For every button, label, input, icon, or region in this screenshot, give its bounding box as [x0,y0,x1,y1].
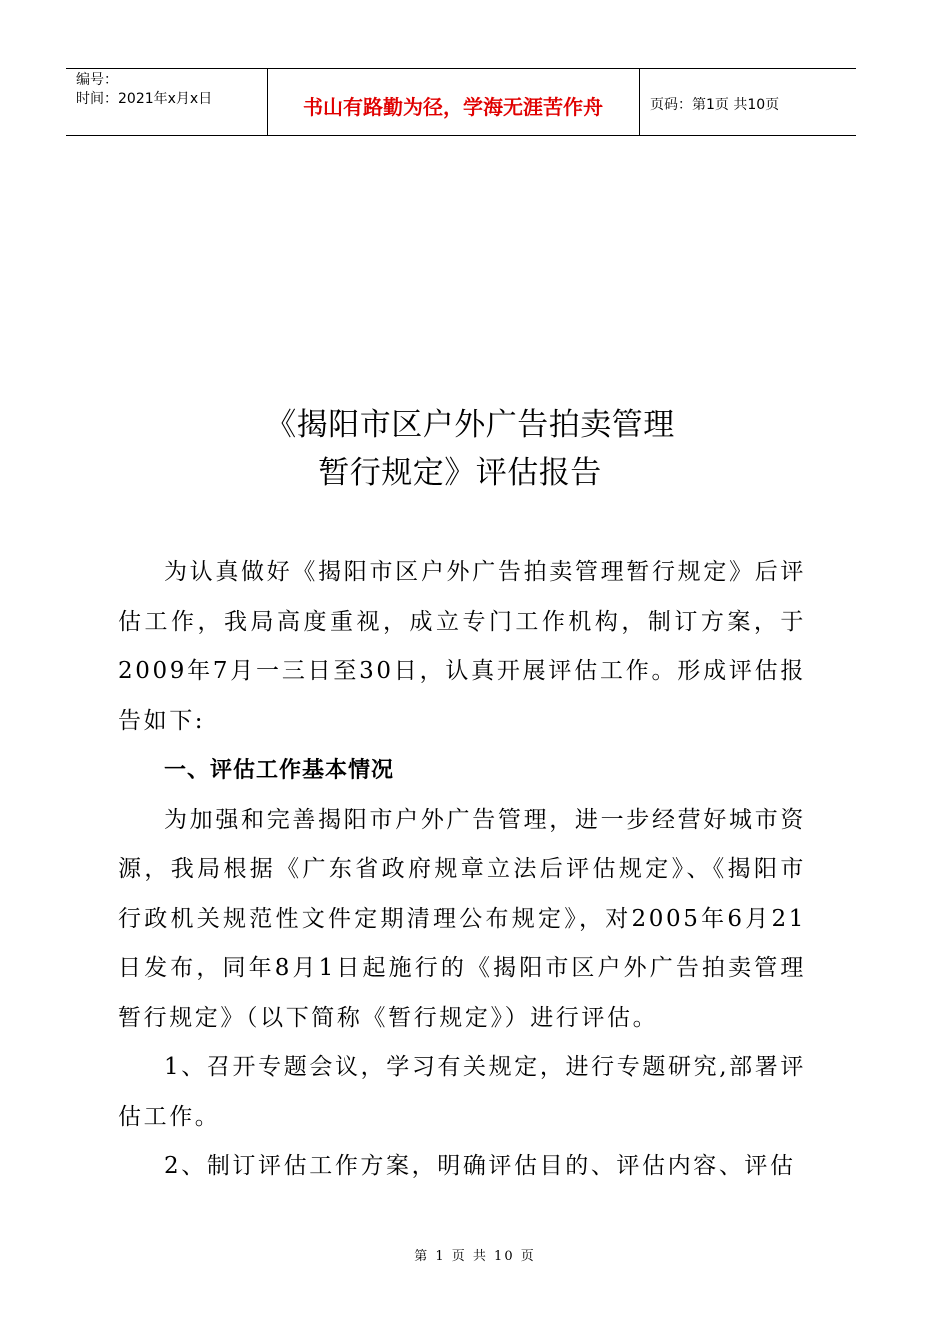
header-meta [76,71,266,109]
header-page-code: 页码：第1页 共10页 [650,97,780,113]
document-body [118,548,806,1192]
document-title-line2: 暂行规定》评估报告 [318,455,602,491]
header-divider-right [639,69,640,136]
time-label: 时间：2021年x月x日 [76,91,213,107]
list-item-2: 2、制订评估工作方案，明确评估目的、评估内容、评估 [164,1153,796,1179]
document-title-line1: 《揭阳市区户外广告拍卖管理 [265,407,675,443]
page-footer: 第 1 页 共 10 页 [414,1249,536,1264]
page-header [66,68,856,136]
serial-number-label: 编号： [76,72,118,88]
list-item-1: 1、召开专题会议，学习有关规定，进行专题研究,部署评估工作。 [118,1054,806,1130]
header-motto: 书山有路勤为径，学海无涯苦作舟 [303,95,603,119]
section-paragraph: 为加强和完善揭阳市户外广告管理，进一步经营好城市资源，我局根据《广东省政府规章立法后评估规定》、《揭阳市行政机关规范性文件定期清理公布规定》，对2005年6月21日发布，同年8月1日起施行的《揭阳市区户外广告拍卖管理暂行规定》（以下简称《暂行规定》）进行评估。 [118,806,806,1031]
intro-paragraph: 为认真做好《揭阳市区户外广告拍卖管理暂行规定》后评估工作，我局高度重视，成立专门工作机构，制订方案，于2009年7月一三日至30日，认真开展评估工作。形成评估报告如下: [118,559,806,734]
section-heading: 一、评估工作基本情况 [164,758,395,783]
